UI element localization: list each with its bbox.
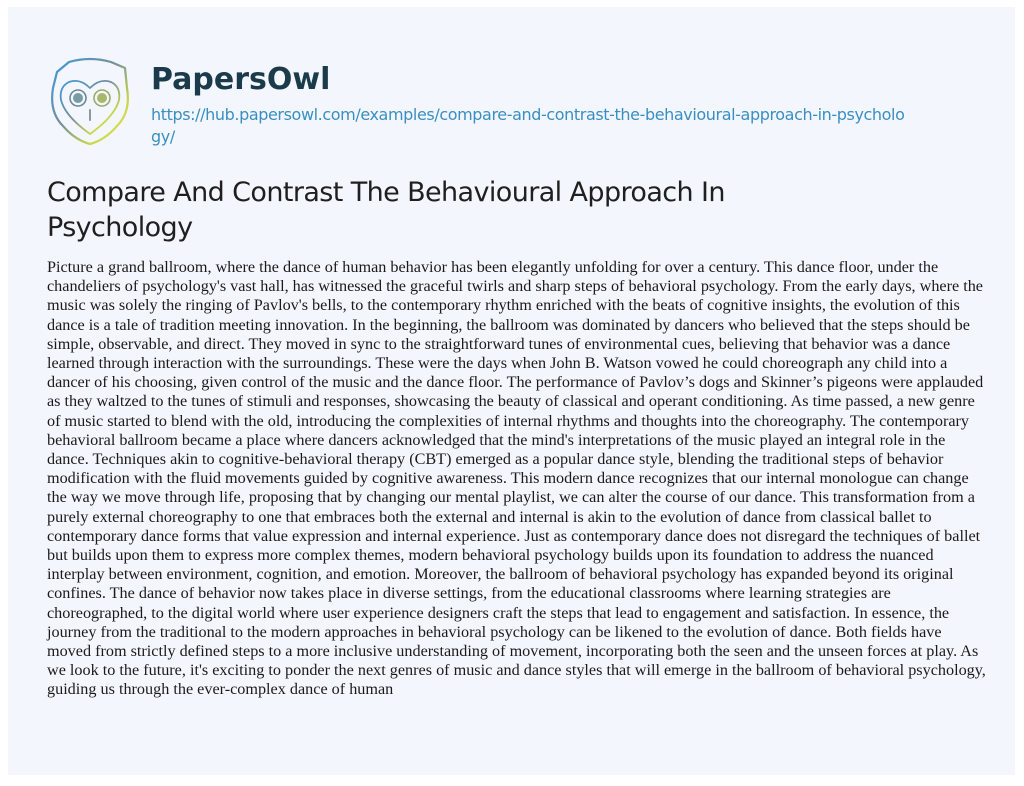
page-title: Compare And Contrast The Behavioural Approach In Psychology bbox=[47, 177, 725, 243]
brand-header bbox=[47, 58, 911, 148]
brand-block bbox=[151, 62, 911, 148]
owl-logo-icon bbox=[47, 54, 133, 148]
essay-body: Picture a grand ballroom, where the dance of human behavior has been elegantly unfolding for over a century. This dance floor, under the chandeliers of psychology's vast hall, has witnessed the graceful twirls and sharp steps of behavioral psychology. From the early days, where the music was solely the ringing of Pavlov's bells, to the contemporary rhythm enriched with the beats of cognitive insights, the evolution of this dance is a tale of tradition meeting innovation. In the beginning, the ballroom was dominated by dancers who believed that the steps should be simple, observable, and direct. They moved in sync to the straightforward tunes of environmental cues, believing that behavior was a dance learned through interaction with the surroundings. These were the days when John B. Watson vowed he could choreograph any child into a dancer of his choosing, given control of the music and the dance floor. The performance of Pavlov’s dogs and Skinner’s pigeons were applauded as they waltzed to the tunes of stimuli and responses, showcasing the beauty of classical and operant conditioning. As time passed, a new genre of music started to blend with the old, introducing the complexities of internal rhythms and thoughts into the choreography. The contemporary behavioral ballroom became a place where dancers acknowledged that the mind's interpretations of the music played an integral role in the dance. Techniques akin to cognitive-behavioral therapy (CBT) emerged as a popular dance style, blending the traditional steps of behavior modification with the fluid movements guided by cognitive awareness. This modern dance recognizes that our internal monologue can change the way we move through life, proposing that by changing our mental playlist, we can alter the course of our dance. This transformation from a purely external choreography to one that embraces both the external and internal is akin to the evolution of dance from classical ballet to contemporary dance forms that value expression and internal experience. Just as contemporary dance does not disregard the techniques of ballet but builds upon them to express more complex themes, modern behavioral psychology builds upon its foundation to address the nuanced interplay between environment, cognition, and emotion. Moreover, the ballroom of behavioral psychology has expanded beyond its original confines. The dance of behavior now takes place in diverse settings, from the educational classrooms where learning strategies are choreographed, to the digital world where user experience designers craft the steps that lead to engagement and satisfaction. In essence, the journey from the traditional to the modern approaches in behavioral psychology can be likened to the evolution of dance. Both fields have moved from strictly defined steps to a more inclusive understanding of movement, incorporating both the seen and the unseen forces at play. As we look to the future, it's exciting to ponder the next genres of music and dance styles that will emerge in the ballroom of behavioral psychology, guiding us through the ever-complex dance of human bbox=[47, 258, 986, 699]
brand-name: PapersOwl bbox=[151, 62, 331, 97]
source-url-link[interactable]: https://hub.papersowl.com/examples/compare-and-contrast-the-behavioural-approach-in-psychology/ bbox=[151, 105, 905, 146]
